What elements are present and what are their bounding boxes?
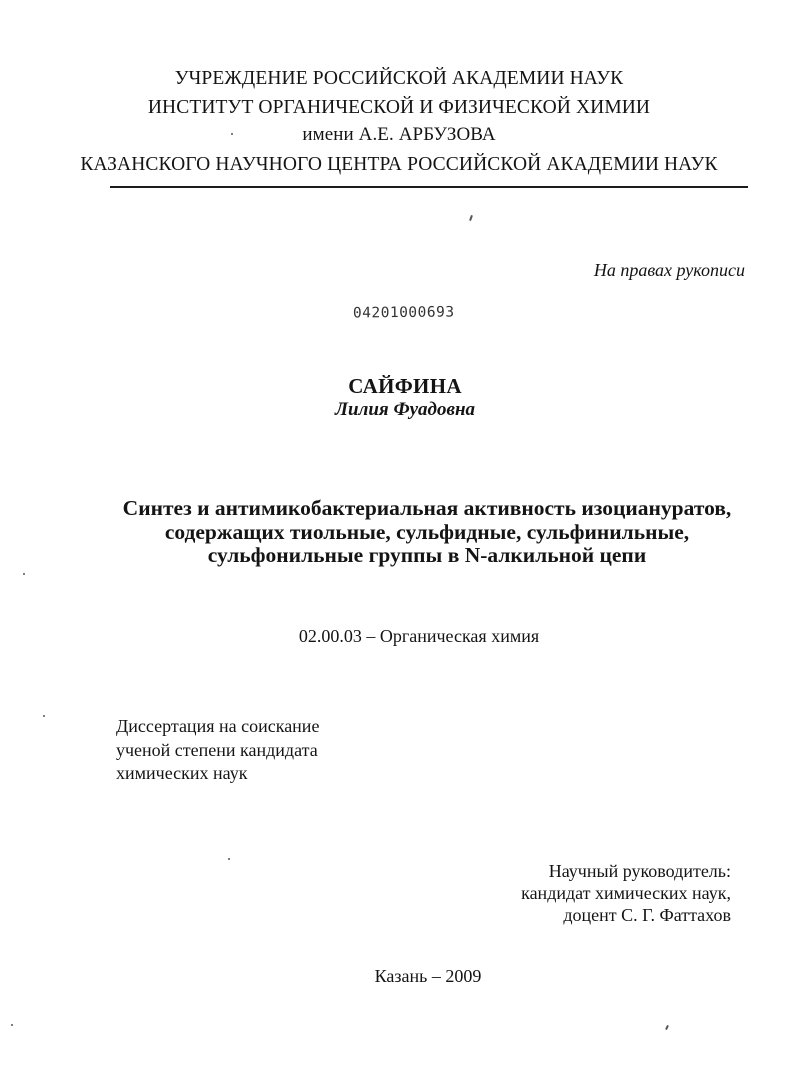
scan-speck — [665, 1025, 669, 1030]
degree-statement-line-3: химических наук — [116, 763, 248, 783]
institution-line-4: КАЗАНСКОГО НАУЧНОГО ЦЕНТРА РОССИЙСКОЙ АКАДЕМИИ НАУК — [80, 154, 718, 175]
scan-speck — [231, 133, 233, 135]
scan-speck — [228, 858, 230, 860]
place-and-year: Казань – 2009 — [374, 966, 482, 986]
supervisor-line-1: Научный руководитель: — [548, 861, 731, 881]
institution-line-1: УЧРЕЖДЕНИЕ РОССИЙСКОЙ АКАДЕМИИ НАУК — [174, 68, 624, 89]
degree-statement-line-1: Диссертация на соискание — [116, 716, 320, 736]
header-divider — [110, 186, 748, 188]
degree-statement-line-2: ученой степени кандидата — [116, 740, 318, 760]
specialty-code: 02.00.03 – Органическая химия — [298, 626, 540, 646]
thesis-title-line-3: сульфонильные группы в N-алкильной цепи — [207, 543, 647, 567]
scan-speck — [23, 573, 25, 575]
institution-line-2: ИНСТИТУТ ОРГАНИЧЕСКОЙ И ФИЗИЧЕСКОЙ ХИМИИ — [147, 97, 651, 118]
author-surname: САЙФИНА — [348, 374, 462, 398]
thesis-title-line-1: Синтез и антимикобактериальная активность изоциануратов, — [122, 496, 732, 520]
supervisor-line-2: кандидат химических наук, — [521, 883, 731, 903]
scan-speck — [43, 715, 45, 717]
author-given-names: Лилия Фуадовна — [334, 399, 475, 420]
library-stamp-number: 04201000693 — [352, 304, 455, 322]
scan-speck — [469, 215, 473, 221]
supervisor-line-3: доцент С. Г. Фаттахов — [563, 905, 731, 925]
scan-speck — [11, 1024, 13, 1026]
institution-line-3: имени А.Е. АРБУЗОВА — [302, 124, 496, 145]
manuscript-rights-note: На правах рукописи — [593, 260, 745, 280]
thesis-title-line-2: содержащих тиольные, сульфидные, сульфинильные, — [164, 520, 690, 544]
